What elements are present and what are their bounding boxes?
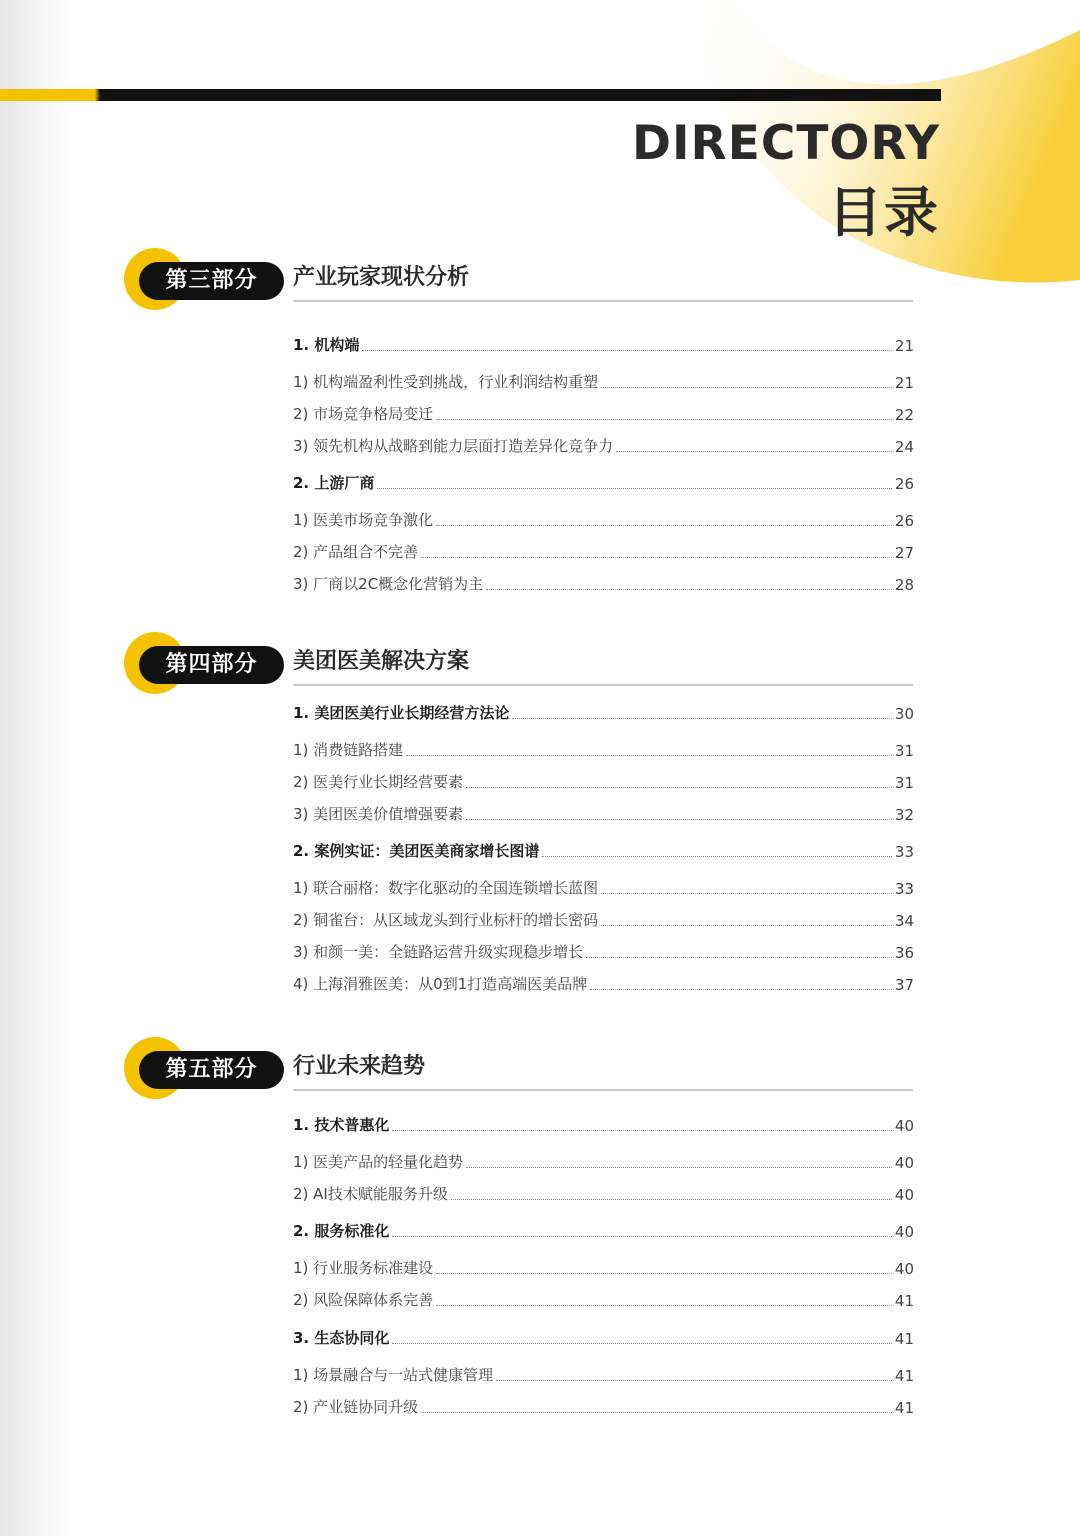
dot-leader xyxy=(436,418,892,420)
dot-leader xyxy=(377,487,892,489)
toc-entry-label: 2) 医美行业长期经营要素 xyxy=(293,773,464,791)
toc-entry-label: 1) 消费链路搭建 xyxy=(293,741,404,759)
toc-page-number: 31 xyxy=(894,742,914,760)
dot-leader xyxy=(616,450,892,452)
toc-entry-label: 2) 铜雀台：从区域龙头到行业标杆的增长密码 xyxy=(293,911,599,929)
toc-entry-label: 2. 服务标准化 xyxy=(293,1222,390,1240)
section-label: 第五部分 xyxy=(139,1051,284,1089)
dot-leader xyxy=(392,1342,892,1344)
dot-leader xyxy=(601,386,892,388)
toc-entry[interactable] xyxy=(293,402,914,424)
toc-page-number: 37 xyxy=(894,976,914,994)
toc-page-number: 40 xyxy=(894,1154,914,1172)
toc-entry[interactable] xyxy=(293,701,914,723)
toc-entry-label: 1. 美团医美行业长期经营方法论 xyxy=(293,704,510,722)
toc-entry[interactable] xyxy=(293,876,914,898)
dot-leader xyxy=(466,818,892,820)
toc-entry[interactable] xyxy=(293,839,914,861)
toc-entry[interactable] xyxy=(293,908,914,930)
toc-entry-label: 2) 风险保障体系完善 xyxy=(293,1291,434,1309)
dot-leader xyxy=(436,524,892,526)
toc-entry-label: 1) 医美市场竞争激化 xyxy=(293,511,434,529)
toc-page-number: 26 xyxy=(894,475,914,493)
dot-leader xyxy=(466,1166,892,1168)
section-title: 美团医美解决方案 xyxy=(293,649,470,674)
toc-entry[interactable] xyxy=(293,1113,914,1135)
dot-leader xyxy=(362,349,892,351)
toc-entry[interactable] xyxy=(293,1288,914,1310)
toc-entry[interactable] xyxy=(293,434,914,456)
toc-entry[interactable] xyxy=(293,1363,914,1385)
toc-page-number: 41 xyxy=(894,1292,914,1310)
toc-page-number: 21 xyxy=(894,374,914,392)
toc-entry-label: 2) AI技术赋能服务升级 xyxy=(293,1185,448,1203)
toc-page-number: 27 xyxy=(894,544,914,562)
toc-entry-label: 2) 产业链协同升级 xyxy=(293,1398,419,1416)
toc-entry-label: 3. 生态协同化 xyxy=(293,1329,390,1347)
dot-leader xyxy=(586,956,892,958)
toc-entry-label: 4) 上海涓雅医美：从0到1打造高端医美品牌 xyxy=(293,975,588,993)
dot-leader xyxy=(486,588,892,590)
section-title: 行业未来趋势 xyxy=(293,1054,426,1079)
section-title: 产业玩家现状分析 xyxy=(293,265,470,290)
toc-page-number: 41 xyxy=(894,1330,914,1348)
toc-entry-label: 3) 美团医美价值增强要素 xyxy=(293,805,464,823)
toc-entry-label: 2) 产品组合不完善 xyxy=(293,543,419,561)
toc-entry[interactable] xyxy=(293,540,914,562)
toc-page-number: 36 xyxy=(894,944,914,962)
toc-entry[interactable] xyxy=(293,770,914,792)
toc-entry[interactable] xyxy=(293,370,914,392)
dot-leader xyxy=(542,855,892,857)
dot-leader xyxy=(601,924,892,926)
dot-leader xyxy=(436,1272,892,1274)
toc-entry-label: 2) 市场竞争格局变迁 xyxy=(293,405,434,423)
toc-page-number: 40 xyxy=(894,1186,914,1204)
section-label: 第三部分 xyxy=(139,262,284,300)
toc-page-number: 33 xyxy=(894,843,914,861)
dot-leader xyxy=(421,1411,892,1413)
toc-page-number: 40 xyxy=(894,1223,914,1241)
section-divider xyxy=(293,684,913,686)
toc-entry-label: 3) 和颜一美：全链路运营升级实现稳步增长 xyxy=(293,943,584,961)
toc-page-number: 34 xyxy=(894,912,914,930)
toc-entry[interactable] xyxy=(293,572,914,594)
toc-entry[interactable] xyxy=(293,1150,914,1172)
toc-page-number: 32 xyxy=(894,806,914,824)
dot-leader xyxy=(601,892,892,894)
section-header-part4 xyxy=(124,632,914,696)
toc-page-number: 40 xyxy=(894,1260,914,1278)
toc-entry-label: 3) 厂商以2C概念化营销为主 xyxy=(293,575,484,593)
toc-page-number: 41 xyxy=(894,1367,914,1385)
toc-page-number: 40 xyxy=(894,1117,914,1135)
toc-entry[interactable] xyxy=(293,738,914,760)
toc-entry[interactable] xyxy=(293,1219,914,1241)
dot-leader xyxy=(451,1198,892,1200)
toc-page-number: 41 xyxy=(894,1399,914,1417)
toc-page-number: 26 xyxy=(894,512,914,530)
toc-page-number: 33 xyxy=(894,880,914,898)
toc-entry-label: 2. 案例实证：美团医美商家增长图谱 xyxy=(293,842,540,860)
directory-title-en: DIRECTORY xyxy=(632,116,940,171)
dot-leader xyxy=(392,1129,892,1131)
toc-entry[interactable] xyxy=(293,940,914,962)
toc-entry[interactable] xyxy=(293,1326,914,1348)
section-header-part5 xyxy=(124,1037,914,1101)
toc-entry[interactable] xyxy=(293,333,914,355)
dot-leader xyxy=(466,786,892,788)
toc-entry[interactable] xyxy=(293,1395,914,1417)
toc-entry-label: 1) 行业服务标准建设 xyxy=(293,1259,434,1277)
toc-entry-label: 1. 技术普惠化 xyxy=(293,1116,390,1134)
dot-leader xyxy=(421,556,892,558)
toc-page-number: 22 xyxy=(894,406,914,424)
dot-leader xyxy=(496,1379,892,1381)
toc-entry-label: 1) 机构端盈利性受到挑战，行业利润结构重塑 xyxy=(293,373,599,391)
section-label: 第四部分 xyxy=(139,646,284,684)
directory-title-cn: 目录 xyxy=(828,181,940,244)
section-header-part3 xyxy=(124,248,914,312)
toc-entry-label: 1) 场景融合与一站式健康管理 xyxy=(293,1366,494,1384)
dot-leader xyxy=(392,1235,892,1237)
toc-page-number: 30 xyxy=(894,705,914,723)
toc-entry-label: 3) 领先机构从战略到能力层面打造差异化竞争力 xyxy=(293,437,614,455)
dot-leader xyxy=(590,988,892,990)
toc-entry-label: 2. 上游厂商 xyxy=(293,474,375,492)
toc-entry-label: 1. 机构端 xyxy=(293,336,360,354)
toc-page-number: 21 xyxy=(894,337,914,355)
toc-entry[interactable] xyxy=(293,1182,914,1204)
toc-entry-label: 1) 联合丽格：数字化驱动的全国连锁增长蓝图 xyxy=(293,879,599,897)
dot-leader xyxy=(512,717,892,719)
toc-entry[interactable] xyxy=(293,471,914,493)
toc-entry[interactable] xyxy=(293,1256,914,1278)
toc-entry[interactable] xyxy=(293,508,914,530)
section-divider xyxy=(293,1089,913,1091)
toc-page-number: 24 xyxy=(894,438,914,456)
dot-leader xyxy=(436,1304,892,1306)
toc-entry[interactable] xyxy=(293,972,914,994)
dot-leader xyxy=(406,754,892,756)
section-divider xyxy=(293,300,913,302)
toc-page-number: 31 xyxy=(894,774,914,792)
toc-page-number: 28 xyxy=(894,576,914,594)
toc-entry-label: 1) 医美产品的轻量化趋势 xyxy=(293,1153,464,1171)
header-bar xyxy=(0,89,941,101)
toc-entry[interactable] xyxy=(293,802,914,824)
